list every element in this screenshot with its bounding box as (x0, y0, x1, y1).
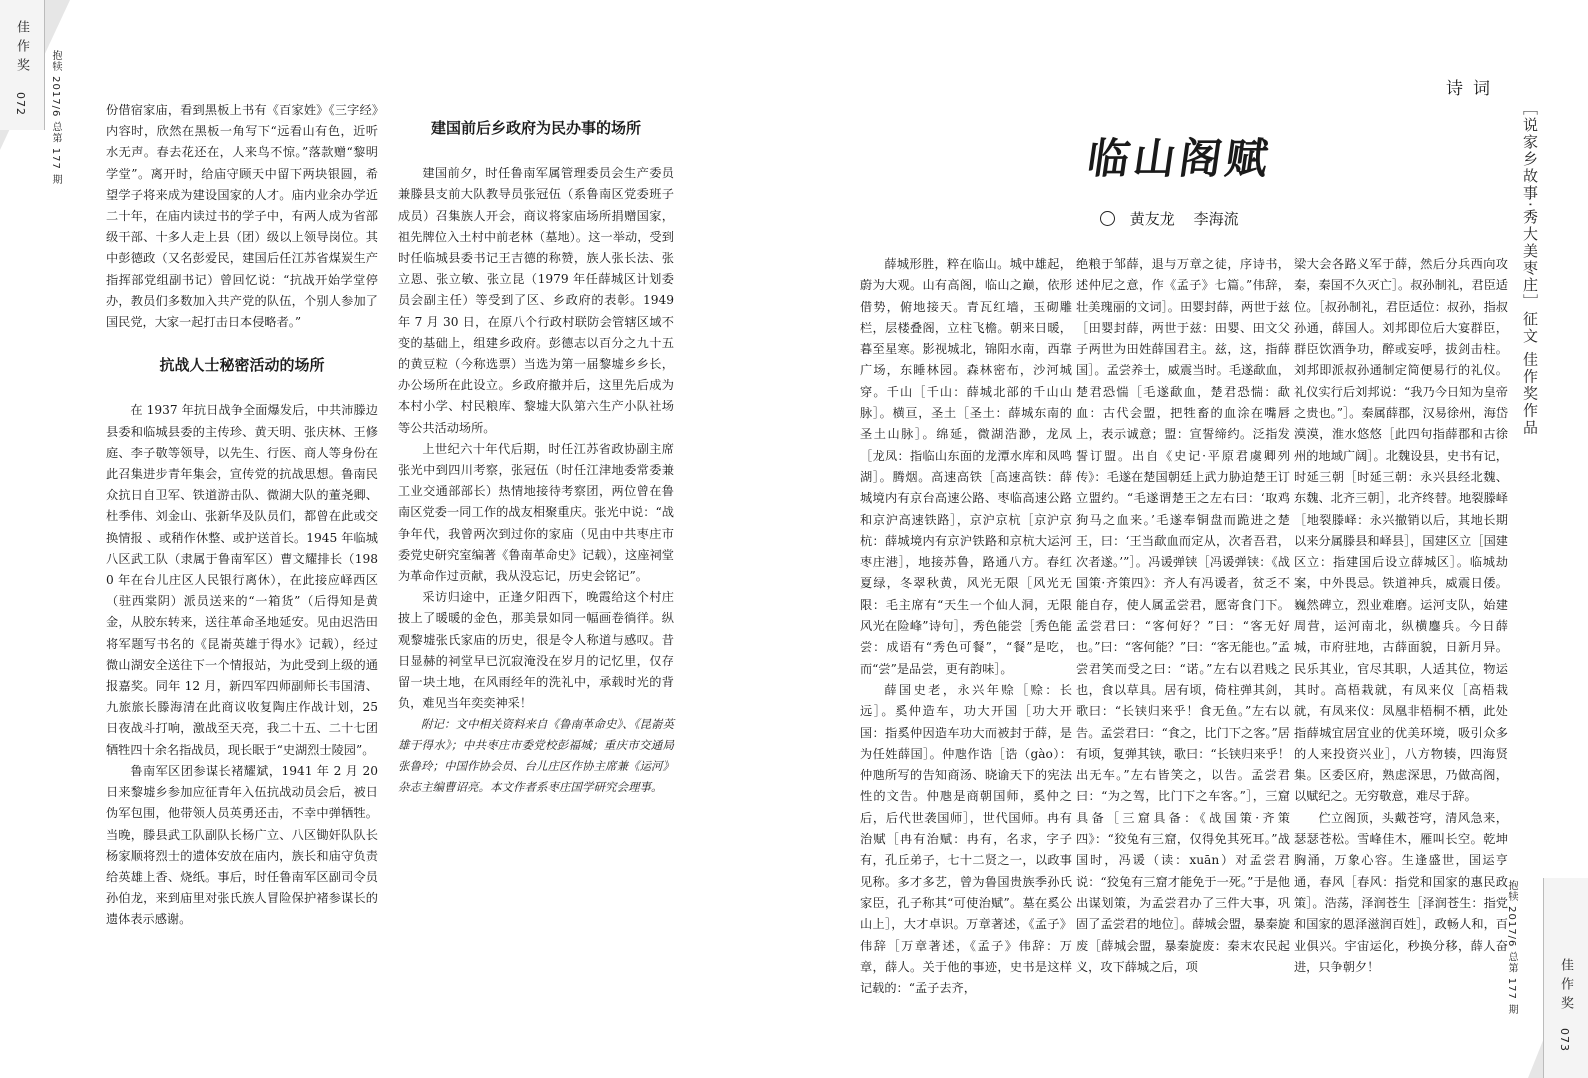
paragraph: 采访归途中，正逢夕阳西下，晚霞给这个村庄披上了暖暖的金色，那美景如同一幅画卷徜徉。纵观黎墟张氏家庙的历史，很是令人称道与感叹。昔日显赫的祠堂早已沉寂淹没在岁月的记忆里，仅存留一块土地，在风雨经年的洗礼中，承载时光的背负，难见当年奕奕神采！ (398, 590, 674, 711)
poem-column-2 (1076, 254, 1290, 978)
paragraph: 鲁南军区团参谋长褚耀斌，1941 年 2 月 20 日来黎墟乡参加应征青年入伍抗战动员会后，被日伪军包围，他带领人员英勇还击，不幸中弹牺牲。当晚，滕县武工队副队长杨广立、八区锄奸队队长杨家顺将烈士的遗体安放在庙内，族长和庙守负责给英雄上香、烧纸。事后，时任鲁南军区副司令员孙伯龙，来到庙里对张氏族人冒险保护褚参谋长的遗体表示感谢。 (106, 763, 378, 927)
paragraph: 份借宿家庙，看到黑板上书有《百家姓》《三字经》内容时，欣然在黑板一角写下“远看山有色，近听水无声。春去花还在，人来鸟不惊。”落款赠“黎明学堂”。离开时，给庙守顾天中留下两块银圆，希望学子将来成为建设国家的人才。庙内业余办学近二十年，在庙内读过书的学子中，有两人成为省部级干部、十多人走上县（团）级以上领导岗位。其中彭德政（又名彭爱民，建国后任江苏省煤炭生产指挥部党组副书记）曾回忆说：“抗战开始学堂停办，教员们多数加入共产党的队伍，个别人参加了国民党，大家一起打击日本侵略者。” (106, 103, 378, 330)
paragraph: 上世纪六十年代后期，时任江苏省政协副主席张光中到四川考察，张冠伍（时任江津地委常委兼工业交通部部长）热情地接待考察团，两位曾在鲁南区党委一同工作的战友相聚重庆。张光中说：“战争年代，我曾两次到过你的家庙（见由中共枣庄市委党史研究室编著《鲁南革命史》记载），这座祠堂为革命作过贡献，我从没忘记，历史会铭记”。 (398, 441, 674, 584)
poem-column-1 (860, 254, 1072, 999)
poem-column-3 (1294, 254, 1508, 978)
side-tab (1543, 878, 1588, 1078)
right-page (794, 0, 1588, 1078)
section-label: 诗词 (1446, 79, 1500, 99)
paragraph: 在 1937 年抗日战争全面爆发后，中共沛滕边县委和临城县委的主传珍、黄天明、张庆林、王修庭、李子敬等领导，以先生、行医、商人等身份在此召集进步青年集会，宣传党的抗战思想。鲁南民众抗日自卫军、铁道游击队、微湖大队的董尧卿、杜季伟、刘金山、张新华及队员们，都曾在此或交换情报 、或稍作休整、或护送首长。1945 年临城八区武工队（隶属于鲁南军区）曹文耀排长（1980 年在台儿庄区人民银行离休），在此接应峄西区（驻西棠阴）派员送来的“一箱货”（后得知是黄金，从胶东转来，送往革命圣地延安。见由迟浩田将军题写书名的《昆嵛英雄于得水》记载），经过微山湖安全送往下一个情报站，为此受到上级的通报嘉奖。同年 12 月，新四军四师副师长韦国清、九旅旅长滕海清在此商议收复陶庄作战计划，25 日夜战斗打响，激战至天亮，我二十五、二十七团牺牲四十余名指战员，现长眠于“史湖烈士陵园”。 (106, 403, 378, 757)
section-heading: 建国前后乡政府为民办事的场所 (430, 119, 641, 137)
paragraph: 伫立阁顶，头戴苍穹，清风急来，瑟瑟苍松。雪峰佳木，雁叫长空。乾坤胸涌，万象心容。生逢盛世，国运亨通，春风［春风：指党和国家的惠民政策］。浩荡，泽润苍生［泽润苍生：指党和国家的恩泽滋润百姓］，政畅人和，百业俱兴。宇宙运化，秒换分移，薛人奋进，只争朝夕！ (1294, 810, 1508, 974)
contest-banner: ［说家乡故事·秀大美枣庄］征文 佳作奖作品 (1521, 100, 1539, 437)
article-column-1 (106, 100, 378, 931)
side-tab-label: 佳作奖 (1558, 958, 1573, 1015)
paragraph: 薛城形胜，粹在临山。城中雄起，蔚为大观。山有高阁，临山之巅，依形借势，俯地接天。青瓦红墙，玉砌雕栏，层楼叠阁，立柱飞檐。朝来日暖，暮至星寒。影视城北，锦阳水南，西靠广场，东睡林园。森林密布，沙河城穿。千山［千山：薛城北部的千山山脉］。横亘，圣土［圣土：薛城东南的圣土山脉］。绵延，微湖浩渺，龙凤［龙凤：指临山东面的龙潭水库和凤鸣湖］。腾烟。高速高铁［高速高铁：薛城境内有京台高速公路、枣临高速公路和京沪高速铁路］，京沪京杭［京沪京杭：薛城境内有京沪铁路和京杭大运河枣庄港］，地接苏鲁，路通八方。春红夏绿，冬翠秋黄，风光无限［风光无限：毛主席有“天生一个仙人洞，无限风光在险峰”诗句］，秀色能尝［秀色能尝：成语有“秀色可餐”，“餐”是吃，而“尝”是品尝，更有韵味］。 (860, 257, 1072, 676)
article-title: 临山阁赋 (1084, 134, 1276, 183)
section-heading: 抗战人士秘密活动的场所 (159, 356, 325, 375)
circle-icon (1100, 211, 1115, 226)
journal-issue-info: 抱犊 2017/6 总第 177 期 (50, 50, 61, 185)
paragraph: 薛国史老，永兴年赊［赊：长远］。奚仲造车，功大开国［功大开国：指奚仲因造车功大而被封于薛，是为任姓薛国］。仲虺作诰［诰（gào）：仲虺所写的告知商汤、晓谕天下的宪法性的文告。仲虺是商朝国师，奚仲之后，后代世袭国师］，世代国师。冉有治赋［冉有治赋：冉有，名求，字子有，孔丘弟子，七十二贤之一，以政事见称。多才多艺，曾为鲁国贵族季孙氏家臣，孔子称其“可使治赋”。墓在奚公山上］，大才卓识。万章著述，《孟子》伟辞［万章著述，《孟子》伟辞：万章，薛人。关于他的事迹，史书是这样记载的：“孟子去齐， (860, 682, 1072, 996)
side-tab (0, 0, 45, 130)
paragraph: 梁大会各路义军于薛，然后分兵西向攻秦，秦国不久灭亡］。叔孙制礼，君臣适位。［叔孙制礼，君臣适位：叔孙，指叔孙通，薛国人。刘邦即位后大宴群臣，群臣饮酒争功，醉或妄呼，拔剑击柱。刘邦即派叔孙通制定简便易行的礼仪。礼仪实行后刘邦说：“我乃今日知为皇帝之贵也。”］。秦属薛郡，汉易徐州，海岱漠漠，淮水悠悠［此四句指薛郡和古徐州的地域广阔］。北魏设县，史书有记，时延三朝［时延三朝：永兴县经北魏、东魏、北齐三朝］，北齐终替。地裂滕峄［地裂滕峄：永兴撤销以后，其地长期以来分属滕县和峄县］，国建区立［国建区立：指建国后设立薛城区］。临城劫案，中外畏忌。铁道神兵，威震日倭。巍然碑立，烈业难磨。运河支队，始建周营，运河南北，纵横鏖兵。今日薛城，市府驻地，古薛面貌，日新月异。民乐其业，官尽其职，人适其位，物运其时。高梧栽就，有凤来仪［高梧栽就，有凤来仪：凤凰非梧桐不栖，此处指薛城宜居宜业的优美环境，吸引众多的人来投资兴业］，八方物辏，四海贤集。区委区府，熟虑深思，乃做高阁，以赋纪之。无穷敬意，难尽于辞。 (1294, 257, 1508, 804)
author-name: 李海流 (1193, 210, 1239, 228)
author-name: 黄友龙 (1129, 210, 1175, 228)
paragraph: 建国前夕，时任鲁南军属管理委员会生产委员兼滕县支前大队教导员张冠伍（系鲁南区党委班子成员）召集族人开会，商议将家庙场所捐赠国家，祖先牌位入土村中前老林（墓地）。这一举动，受到时任临城县委书记王吉德的称赞，族人张长法、张立恩、张立敏、张立昆（1979 年任薛城区计划委员会副主任）等受到了区、乡政府的表彰。1949 年 7 月 30 日，在原八个行政村联防会管辖区域不变的基础上，组建乡政府。彭德志以百分之九十五的黄豆粒（今称选票）当选为第一届黎墟乡乡长，办公场所在此设立。乡政府撤并后，这里先后成为本村小学、村民粮库、黎墟大队第六生产小队社场等公共活动场所。 (398, 166, 674, 435)
page-number: 072 (14, 92, 27, 116)
article-column-2 (398, 100, 674, 798)
footnote: 附记：文中相关资料来自《鲁南革命史》、《昆嵛英雄于得水》；中共枣庄市委党校彭福城；重庆市交通局张鲁玲；中国作协会员、台儿庄区作协主席兼《运河》杂志主编曹诏亮。本文作者系枣庄国学研究会理事。 (398, 717, 674, 795)
page-number: 073 (1558, 1028, 1571, 1052)
journal-issue-info: 抱犊 2017/6 总第 177 期 (1506, 880, 1517, 1015)
side-tab-label: 佳作奖 (14, 20, 29, 77)
paragraph: 绝粮于邹薛，退与万章之徒，序诗书，述仲尼之意，作《孟子》七篇。”伟辞，壮美瑰丽的文词］。田婴封薛，两世于兹［田婴封薛，两世于兹：田婴、田文父子两世为田姓薛国君主。兹，这，指薛国］。孟尝养士，威震当时。毛遂歃血，楚君恐惴［毛遂歃血，楚君恐惴：歃血：古代会盟，把牲畜的血涂在嘴唇上，表示诚意；盟：宣誓缔约。泛指发誓订盟。出自《史记·平原君虞卿列传》：毛遂在楚国朝廷上武力胁迫楚王订立盟约。“毛遂谓楚王之左右曰：‘取鸡狗马之血来。’毛遂奉铜盘而跪进之楚王，曰：‘王当歃血而定从，次者吾君，次者遂。’”］。冯谖弹铗［冯谖弹铗：《战国策·齐策四》：齐人有冯谖者，贫乏不能自存，使人属孟尝君，愿寄食门下。孟尝君曰：“客何好？”曰：“客无好也。”曰：“客何能？”曰：“客无能也。”孟尝君笑而受之曰：“诺。”左右以君贱之也，食以草具。居有顷，倚柱弹其剑，歌曰：“长铗归来乎！食无鱼。”左右以告。孟尝君曰：“食之，比门下之客。”居有顷，复弹其铗，歌曰：“长铗归来乎！出无车。”左右皆笑之，以告。孟尝君曰：“为之驾，比门下之车客。”］，三窟具备［三窟具备：《战国策·齐策四》：“狡兔有三窟，仅得免其死耳。”战国时，冯谖（读：xuān）对孟尝君说：“狡兔有三窟才能免于一死。”于是他出谋划策，为孟尝君办了三件大事，巩固了孟尝君的地位］。薛城会盟，暴秦旋废［薛城会盟，暴秦旋废：秦末农民起义，攻下薛城之后，项 (1076, 257, 1290, 974)
author-line (1100, 208, 1253, 229)
